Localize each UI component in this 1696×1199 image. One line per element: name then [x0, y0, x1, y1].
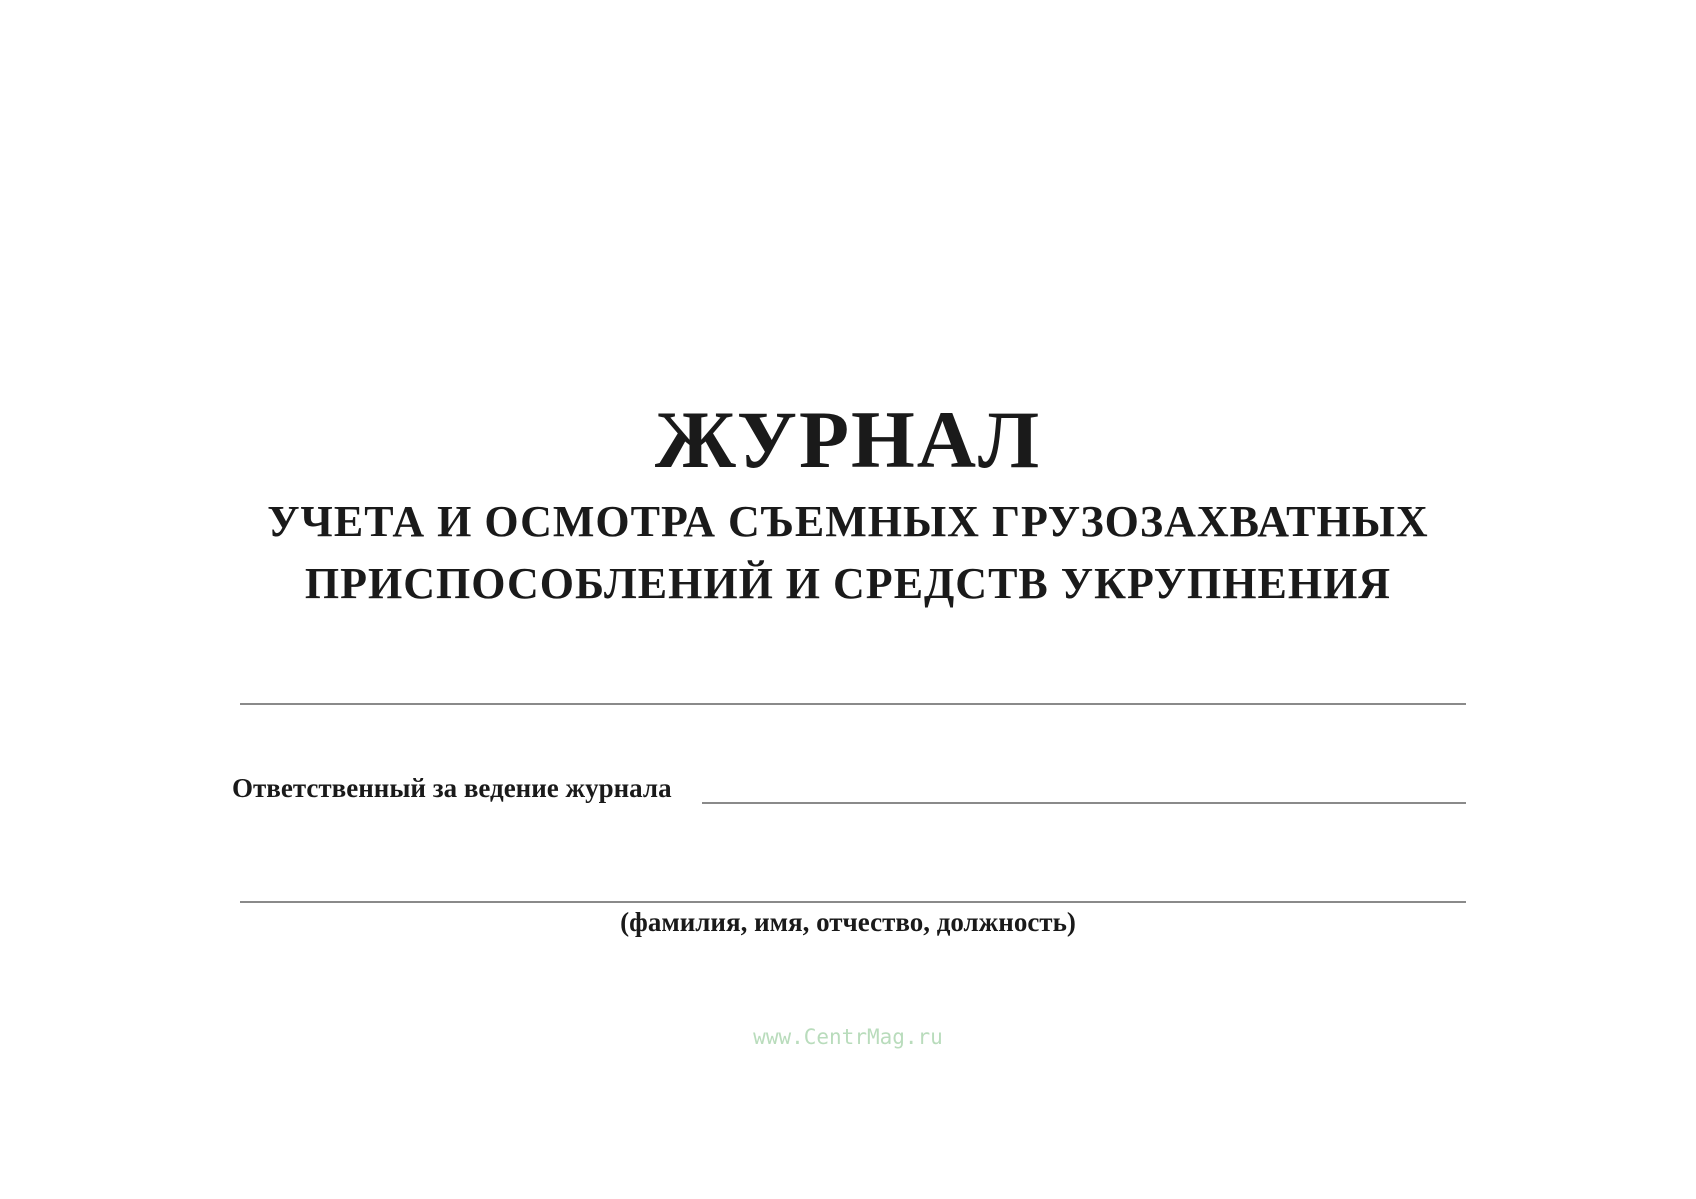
responsible-label: Ответственный за ведение журнала [232, 773, 672, 803]
organization-name-line [240, 703, 1466, 705]
full-name-fill-line [240, 901, 1466, 903]
responsible-fill-line [702, 802, 1466, 804]
document-subtitle-line-2: ПРИСПОСОБЛЕНИЙ И СРЕДСТВ УКРУПНЕНИЯ [304, 559, 1392, 608]
watermark-text: www.CentrMag.ru [753, 1025, 943, 1049]
full-name-caption: (фамилия, имя, отчество, должность) [620, 907, 1076, 937]
document-subtitle-line-1: УЧЕТА И ОСМОТРА СЪЕМНЫХ ГРУЗОЗАХВАТНЫХ [267, 497, 1429, 546]
document-title: ЖУРНАЛ [654, 394, 1042, 485]
